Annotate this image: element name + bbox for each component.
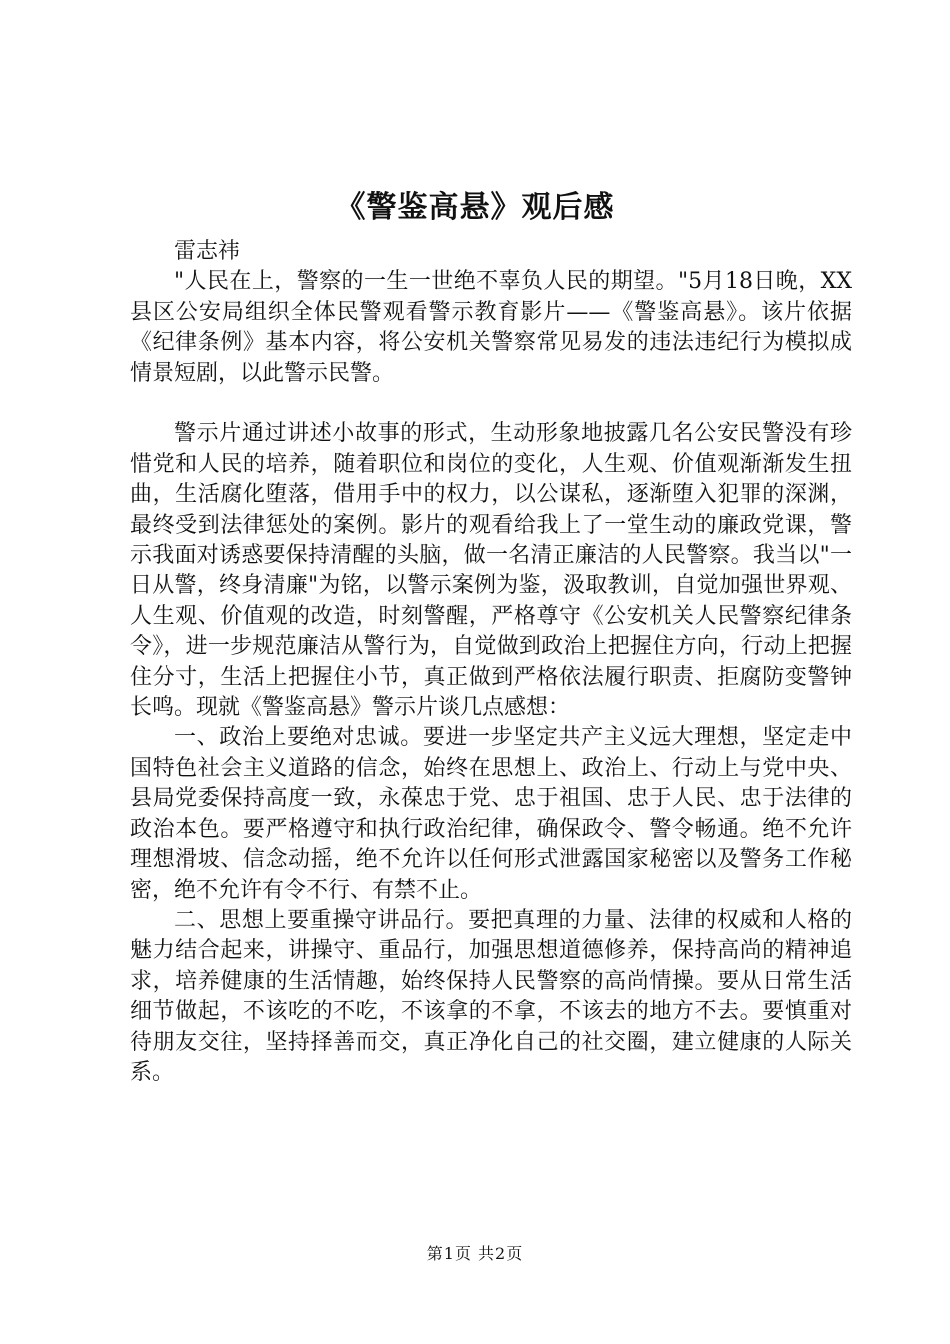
paragraph-intro: "人民在上，警察的一生一世绝不辜负人民的期望。"5月18日晚，XX县区公安局组织全体民警观看警示教育影片——《警鉴高悬》。该片依据《纪律条例》基本内容，将公安机关警察常见易发的违法违纪行为模拟成情景短剧，以此警示民警。 <box>130 269 852 386</box>
author-line: 雷志祎 <box>174 239 241 264</box>
document-title: 《警鉴高悬》观后感 <box>335 190 615 225</box>
paragraph-summary: 警示片通过讲述小故事的形式，生动形象地披露几名公安民警没有珍惜党和人民的培养，随着职位和岗位的变化，人生观、价值观渐渐发生扭曲，生活腐化堕落，借用手中的权力，以公谋私，逐渐堕入犯罪的深渊，最终受到法律惩处的案例。影片的观看给我上了一堂生动的廉政党课，警示我面对诱惑要保持清醒的头脑，做一名清正廉洁的人民警察。我当以"一日从警，终身清廉"为铭，以警示案例为鉴，汲取教训，自觉加强世界观、人生观、价值观的改造，时刻警醒，严格尊守《公安机关人民警察纪律条令》，进一步规范廉洁从警行为，自觉做到政治上把握住方向，行动上把握住分寸，生活上把握住小节，真正做到严格依法履行职责、拒腐防变警钟长鸣。现就《警鉴高悬》警示片谈几点感想： <box>130 421 852 721</box>
paragraph-point-one: 一、政治上要绝对忠诚。要进一步坚定共产主义远大理想，坚定走中国特色社会主义道路的信念，始终在思想上、政治上、行动上与党中央、县局党委保持高度一致，永葆忠于党、忠于祖国、忠于人民、忠于法律的政治本色。要严格遵守和执行政治纪律，确保政令、警令畅通。绝不允许理想滑坡、信念动摇，绝不允许以任何形式泄露国家秘密以及警务工作秘密，绝不允许有令不行、有禁不止。 <box>130 725 852 903</box>
page-footer: 第1页 共2页 <box>426 1244 524 1263</box>
document-body <box>130 237 852 1088</box>
paragraph-point-two: 二、思想上要重操守讲品行。要把真理的力量、法律的权威和人格的魅力结合起来，讲操守、重品行，加强思想道德修养，保持高尚的精神追求，培养健康的生活情趣，始终保持人民警察的高尚情操。要从日常生活细节做起，不该吃的不吃，不该拿的不拿，不该去的地方不去。要慎重对待朋友交往，坚持择善而交，真正净化自己的社交圈，建立健康的人际关系。 <box>130 907 852 1085</box>
